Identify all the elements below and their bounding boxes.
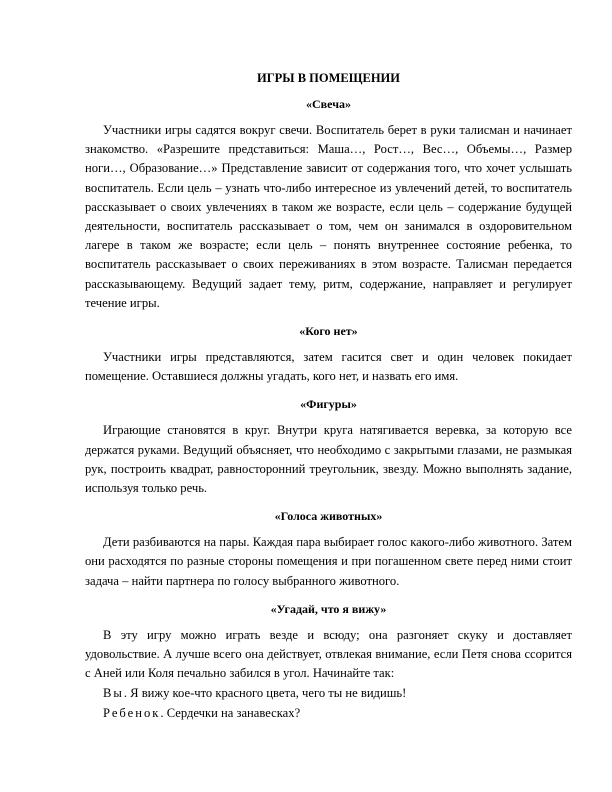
section-heading: «Фигуры»	[300, 397, 357, 412]
paragraph: Участники игры представляются, затем гасится свет и один человек покидает помещение. Оставшиеся должны угадать, кого нет, и назвать его имя.	[85, 350, 572, 384]
paragraph: Участники игры садятся вокруг свечи. Воспитатель берет в руки талисман и начинает знакомство. «Разрешите представиться: Маша…, Рост…, Вес…, Объемы…, Размер ноги…, Образование…» Представление зависит от содержания того, что хочет услышать воспитатель. Если цель – узнать что-либо интересное из увлечений детей, то воспитатель рассказывает о своих увлечениях в таком же возрасте, если цель – содержание будущей деятельности, воспитатель рассказывает о том, чем он занимался в оздоровительном лагере в таком же возрасте; если цель – понять внутреннее состояние ребенка, то воспитатель рассказывает о своих переживаниях в этом возрасте. Талисман передается рассказывающему. Ведущий задает тему, ритм, содержание, направляет и регулирует течение игры.	[85, 123, 572, 310]
dialog-line	[85, 683, 572, 703]
dialog-text: . Я вижу кое-что красного цвета, чего ты не видишь!	[123, 686, 407, 701]
section-heading: «Угадай, что я вижу»	[270, 601, 387, 616]
paragraph: В эту игру можно играть везде и всюду; она разгоняет скуку и доставляет удовольствие. А лучше всего она действует, отвлекая внимание, если Петя снова ссорится с Аней или Коля печально забился в угол. Начинайте так:	[85, 627, 572, 681]
section-heading: «Свеча»	[306, 97, 351, 111]
dialog-line	[85, 703, 572, 723]
page-title: ИГРЫ В ПОМЕЩЕНИИ	[257, 71, 400, 85]
dialog-text: . Сердечки на занавесках?	[160, 706, 301, 721]
section-heading: «Голоса животных»	[274, 509, 383, 524]
document-body	[85, 70, 572, 723]
paragraph: Играющие становятся в круг. Внутри круга натягивается веревка, за которую все держатся руками. Ведущий объясняет, что необходимо с закрытыми глазами, не размыкая рук, построить квадрат, равносторонний треугольник, звезду. Можно выполнять задание, используя только речь.	[85, 423, 572, 496]
dialog-speaker: Ребенок	[103, 706, 161, 721]
section-heading: «Кого нет»	[299, 324, 358, 339]
dialog-speaker: Вы	[103, 686, 124, 701]
paragraph: Дети разбиваются на пары. Каждая пара выбирает голос какого-либо животного. Затем они расходятся по разные стороны помещения и при погашенном свете перед ними стоит задача – найти партнера по голосу выбранного животного.	[85, 535, 572, 588]
